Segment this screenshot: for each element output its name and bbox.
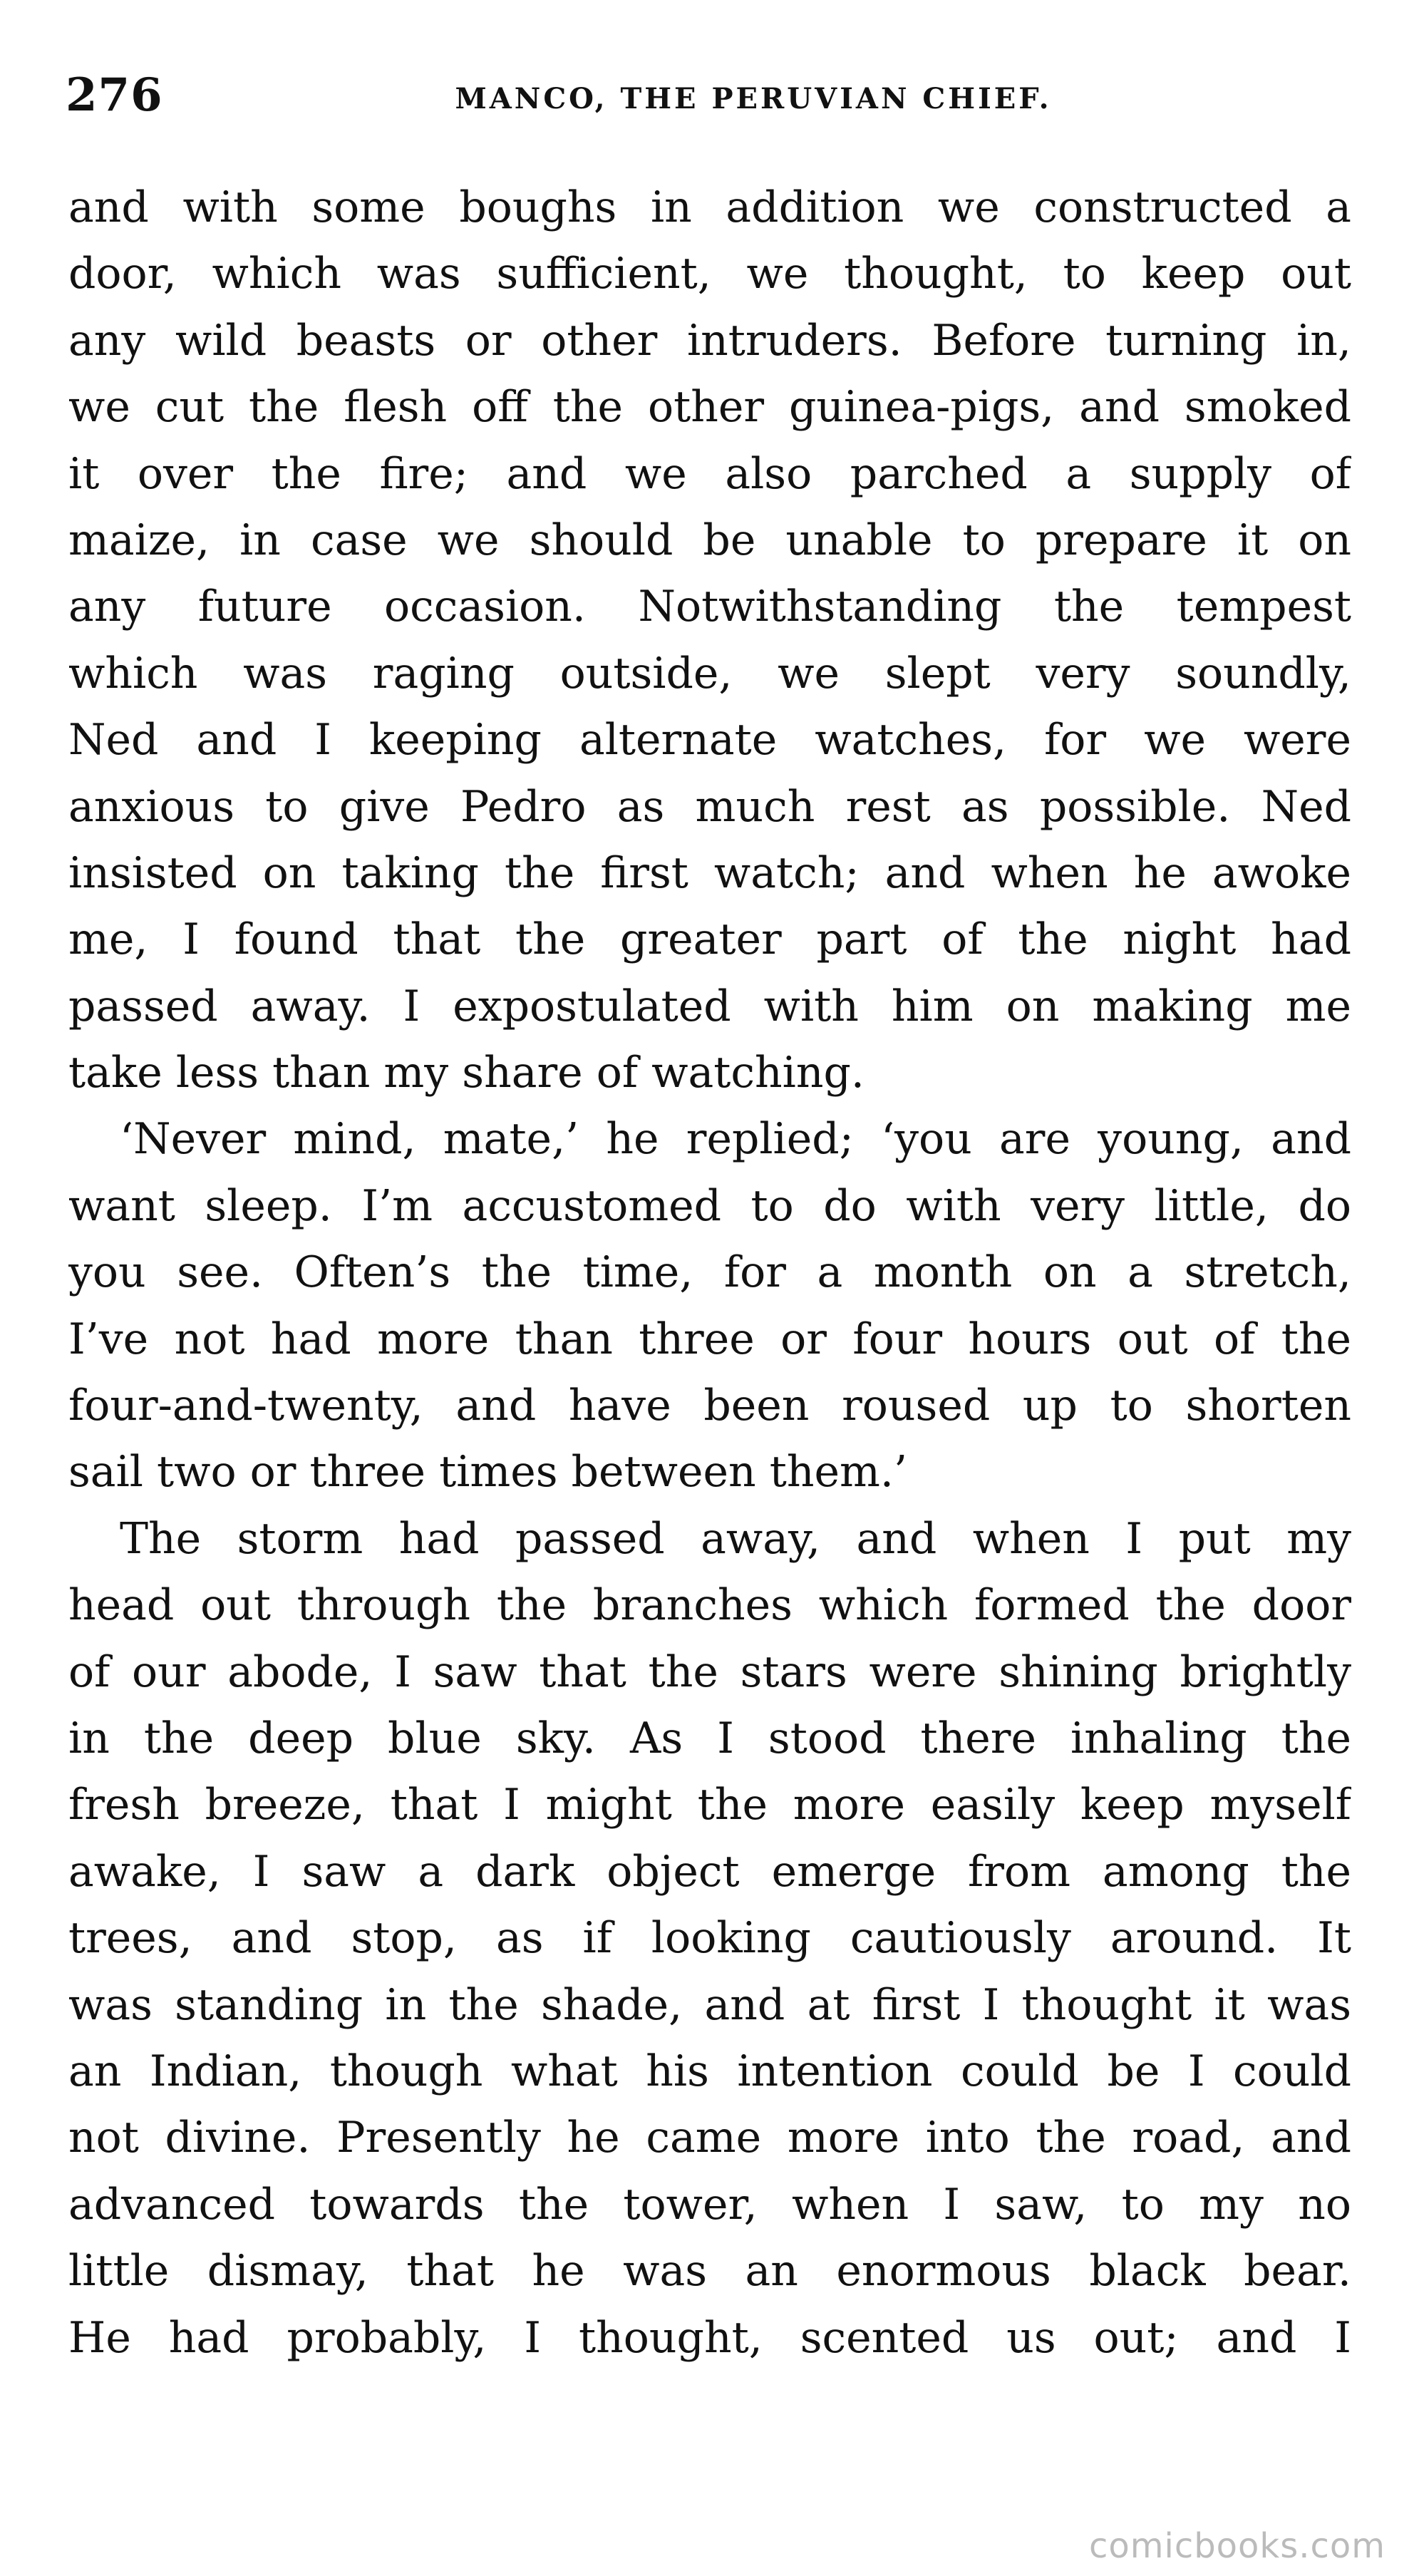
text-line: take less than my share of watching. bbox=[68, 1048, 865, 1098]
text-line: anxious to give Pedro as much rest as possible. Ned bbox=[68, 781, 1351, 832]
text-line: want sleep. I’m accustomed to do with very little, do bbox=[68, 1180, 1351, 1231]
text-line: He had probably, I thought, scented us out; and I bbox=[68, 2312, 1351, 2363]
text-line: ‘Never mind, mate,’ he replied; ‘you are young, and bbox=[120, 1114, 1351, 1165]
text-line: head out through the branches which formed the door bbox=[68, 1580, 1351, 1631]
text-line: we cut the flesh off the other guinea-pigs, and smoked bbox=[68, 382, 1351, 433]
text-line: The storm had passed away, and when I put my bbox=[120, 1513, 1351, 1564]
text-line: awake, I saw a dark object emerge from among the bbox=[68, 1846, 1351, 1897]
text-line: passed away. I expostulated with him on making me bbox=[68, 981, 1351, 1031]
text-line: it over the fire; and we also parched a supply of bbox=[68, 448, 1351, 499]
page-header bbox=[66, 60, 1356, 138]
page-number: 276 bbox=[66, 68, 163, 122]
text-line: which was raging outside, we slept very soundly, bbox=[68, 648, 1351, 699]
text-line: in the deep blue sky. As I stood there inhaling the bbox=[68, 1713, 1351, 1763]
text-line: Ned and I keeping alternate watches, for we were bbox=[68, 715, 1351, 766]
text-line: trees, and stop, as if looking cautiously around. It bbox=[68, 1913, 1351, 1964]
watermark: comicbooks.com bbox=[1088, 2526, 1385, 2566]
text-line: insisted on taking the first watch; and when he awoke bbox=[68, 847, 1351, 898]
text-line: sail two or three times between them.’ bbox=[68, 1447, 908, 1498]
running-head: MANCO, THE PERUVIAN CHIEF. bbox=[455, 82, 1052, 115]
text-line: any future occasion. Notwithstanding the tempest bbox=[68, 582, 1351, 632]
text-line: any wild beasts or other intruders. Before turning in, bbox=[68, 315, 1351, 366]
text-line: little dismay, that he was an enormous black bear. bbox=[68, 2246, 1351, 2297]
text-line: not divine. Presently he came more into the road, and bbox=[68, 2113, 1351, 2163]
text-line: door, which was sufficient, we thought, to keep out bbox=[68, 249, 1351, 299]
text-line: four-and-twenty, and have been roused up to shorten bbox=[68, 1381, 1351, 1431]
text-line: you see. Often’s the time, for a month on a stretch, bbox=[68, 1247, 1351, 1298]
text-line: advanced towards the tower, when I saw, to my no bbox=[68, 2179, 1351, 2230]
text-line: fresh breeze, that I might the more easily keep myself bbox=[68, 1780, 1351, 1830]
body-text bbox=[68, 175, 1351, 2371]
text-line: and with some boughs in addition we constructed a bbox=[68, 182, 1351, 232]
text-line: was standing in the shade, and at first I thought it was bbox=[68, 1979, 1351, 2030]
text-line: of our abode, I saw that the stars were shining brightly bbox=[68, 1647, 1351, 1697]
text-line: an Indian, though what his intention could be I could bbox=[68, 2046, 1351, 2096]
text-line: I’ve not had more than three or four hours out of the bbox=[68, 1314, 1351, 1364]
text-line: me, I found that the greater part of the night had bbox=[68, 915, 1351, 965]
text-line: maize, in case we should be unable to prepare it on bbox=[68, 515, 1351, 565]
